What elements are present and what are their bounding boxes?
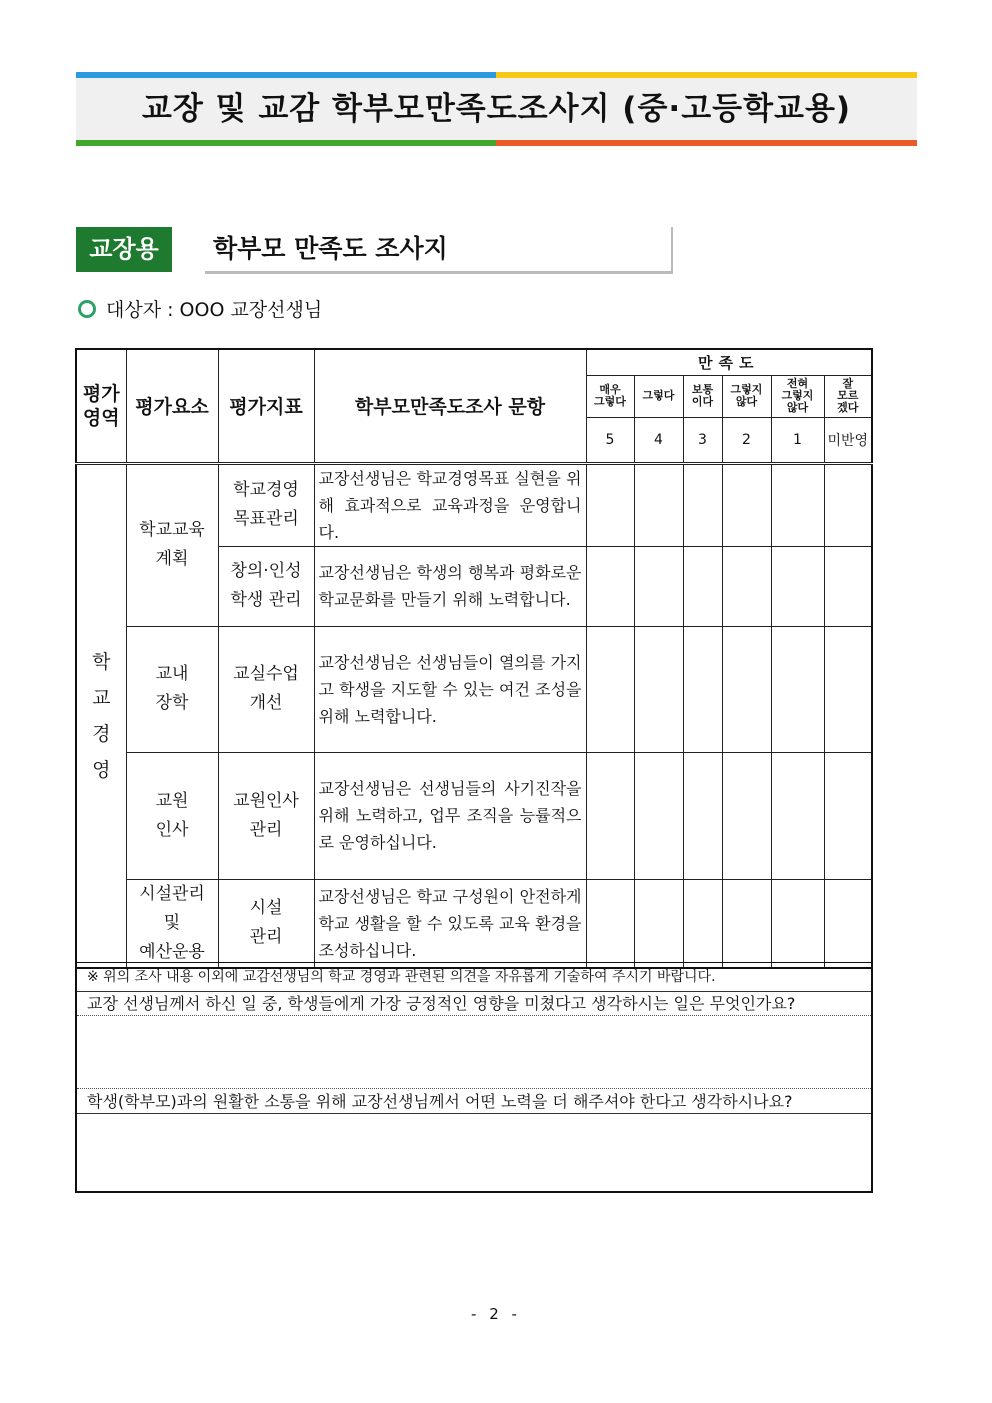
header-indicator: 평가지표 — [218, 349, 314, 463]
scale-score-1: 1 — [771, 417, 824, 463]
answer-cell-unknown[interactable] — [824, 546, 872, 626]
answer-cell-5[interactable] — [586, 879, 634, 968]
answer-cell-2[interactable] — [722, 463, 771, 546]
answer-cell-1[interactable] — [771, 752, 824, 879]
scale-score-4: 4 — [634, 417, 683, 463]
element-label: 시설관리 및 예산운용 — [139, 883, 205, 962]
scale-label-unknown — [824, 375, 872, 417]
answer-cell-unknown[interactable] — [824, 752, 872, 879]
indicator-label: 교원인사 관리 — [233, 790, 299, 840]
element-label: 학교교육 계획 — [139, 520, 205, 569]
element-cell — [126, 752, 218, 879]
indicator-label: 교실수업 개선 — [233, 664, 299, 713]
target-label: 대상자 : OOO 교장선생님 — [106, 299, 323, 321]
target-line — [78, 296, 322, 324]
answer-cell-3[interactable] — [683, 879, 722, 968]
indicator-cell — [218, 752, 314, 879]
answer-cell-2[interactable] — [722, 752, 771, 879]
scale-label-4 — [634, 375, 683, 417]
page-title: 교장 및 교감 학부모만족도조사지 (중·고등학교용) — [141, 91, 852, 127]
indicator-label: 학교경영 목표관리 — [233, 480, 299, 529]
scale-label-2-text: 그렇지 않다 — [730, 383, 763, 408]
answer-cell-3[interactable] — [683, 752, 722, 879]
header-area — [76, 349, 126, 463]
answer-cell-unknown[interactable] — [824, 879, 872, 968]
opinion-question-1: 교장 선생님께서 하신 일 중, 학생들에게 가장 긍정적인 영향을 미쳤다고 생각하시는 일은 무엇인가요? — [77, 991, 871, 1016]
table-row — [76, 752, 872, 879]
header-question: 학부모만족도조사 문항 — [314, 349, 586, 463]
question-cell: 교장선생님은 학생의 행복과 평화로운 학교문화를 만들기 위해 노력합니다. — [314, 546, 586, 626]
question-cell: 교장선생님은 학교 구성원이 안전하게 학교 생활을 할 수 있도록 교육 환경을 조성하십니다. — [314, 879, 586, 968]
answer-cell-2[interactable] — [722, 546, 771, 626]
question-cell: 교장선생님은 학교경영목표 실현을 위해 효과적으로 교육과정을 운영합니다. — [314, 463, 586, 546]
scale-label-5 — [586, 375, 634, 417]
opinion-intro: ※ 위의 조사 내용 이외에 교감선생님의 학교 경영과 관련된 의견을 자유롭게 기술하여 주시기 바랍니다. — [87, 969, 716, 985]
ring-bullet-icon — [78, 300, 96, 318]
answer-cell-3[interactable] — [683, 626, 722, 752]
answer-cell-4[interactable] — [634, 879, 683, 968]
answer-cell-1[interactable] — [771, 546, 824, 626]
answer-cell-1[interactable] — [771, 626, 824, 752]
header-element: 평가요소 — [126, 349, 218, 463]
title-banner — [76, 72, 917, 146]
table-row — [76, 879, 872, 968]
scale-label-5-text: 매우 그렇다 — [594, 383, 626, 408]
banner-bar-orange — [496, 140, 917, 146]
answer-cell-4[interactable] — [634, 626, 683, 752]
element-cell — [126, 463, 218, 626]
opinion-answer-2-area[interactable] — [77, 1114, 871, 1190]
area-cell — [76, 463, 126, 968]
survey-table — [75, 348, 873, 969]
area-label: 학 교 경 영 — [92, 650, 111, 781]
indicator-cell — [218, 463, 314, 546]
answer-cell-unknown[interactable] — [824, 626, 872, 752]
answer-cell-5[interactable] — [586, 752, 634, 879]
table-row — [76, 463, 872, 546]
scale-label-2 — [722, 375, 771, 417]
scale-label-3 — [683, 375, 722, 417]
element-cell — [126, 626, 218, 752]
opinion-question-2: 학생(학부모)과의 원활한 소통을 위해 교장선생님께서 어떤 노력을 더 해주셔야 한다고 생각하시나요? — [77, 1088, 871, 1114]
answer-cell-5[interactable] — [586, 626, 634, 752]
answer-cell-5[interactable] — [586, 463, 634, 546]
indicator-cell — [218, 546, 314, 626]
answer-cell-5[interactable] — [586, 546, 634, 626]
indicator-cell — [218, 879, 314, 968]
scale-label-3-text: 보통 이다 — [691, 383, 714, 408]
element-label: 교내 장학 — [155, 664, 189, 713]
scale-label-1-text: 전혀 그렇지 않다 — [781, 377, 814, 414]
scale-label-1 — [771, 375, 824, 417]
section-title: 학부모 만족도 조사지 — [213, 234, 448, 263]
header-satisfaction: 만족도 — [586, 349, 872, 375]
answer-cell-4[interactable] — [634, 546, 683, 626]
answer-cell-2[interactable] — [722, 879, 771, 968]
header-area-text: 평가 영역 — [82, 382, 120, 429]
question-cell: 교장선생님은 선생님들의 사기진작을 위해 노력하고, 업무 조직을 능률적으로 운영하십니다. — [314, 752, 586, 879]
indicator-label: 시설 관리 — [249, 898, 283, 947]
answer-cell-1[interactable] — [771, 463, 824, 546]
indicator-label: 창의·인성 학생 관리 — [230, 561, 302, 610]
scale-score-unknown: 미반영 — [824, 417, 872, 463]
scale-score-5: 5 — [586, 417, 634, 463]
answer-cell-unknown[interactable] — [824, 463, 872, 546]
banner-bar-green — [76, 140, 496, 146]
answer-cell-3[interactable] — [683, 546, 722, 626]
page-number: - 2 - — [471, 1305, 521, 1323]
answer-cell-1[interactable] — [771, 879, 824, 968]
answer-cell-3[interactable] — [683, 463, 722, 546]
scale-label-unknown-text: 잘 모르 겠다 — [837, 377, 859, 414]
answer-cell-4[interactable] — [634, 463, 683, 546]
section-badge: 교장용 — [76, 227, 172, 272]
element-label: 교원 인사 — [155, 790, 189, 840]
indicator-cell — [218, 626, 314, 752]
opinion-section — [75, 962, 873, 1193]
answer-cell-2[interactable] — [722, 626, 771, 752]
scale-score-2: 2 — [722, 417, 771, 463]
table-row — [76, 626, 872, 752]
answer-cell-4[interactable] — [634, 752, 683, 879]
scale-score-3: 3 — [683, 417, 722, 463]
opinion-answer-1-area[interactable] — [77, 1016, 871, 1088]
scale-label-4-text: 그렇다 — [642, 389, 675, 402]
survey-table-wrap — [75, 348, 873, 969]
element-cell — [126, 879, 218, 968]
section-title-box — [205, 227, 673, 274]
question-cell: 교장선생님은 선생님들이 열의를 가지고 학생을 지도할 수 있는 여건 조성을 위해 노력합니다. — [314, 626, 586, 752]
